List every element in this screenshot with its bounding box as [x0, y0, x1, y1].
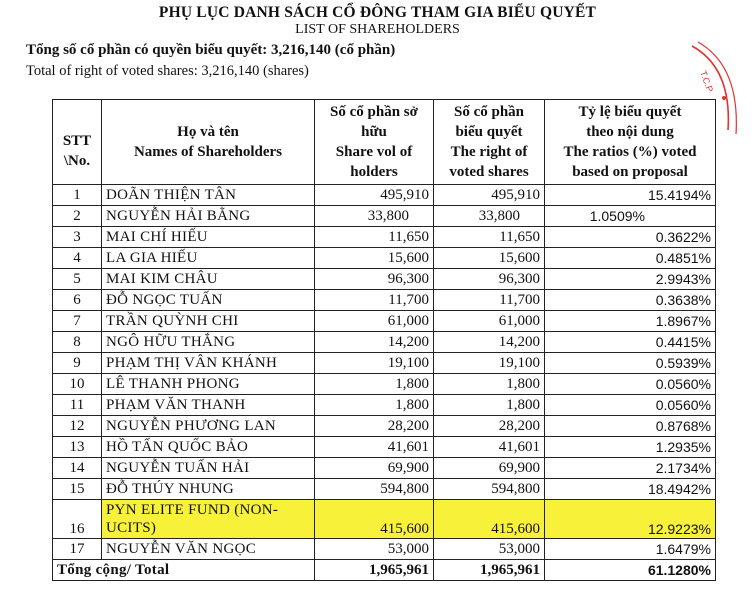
row-owned: 14,200 — [315, 332, 434, 353]
row-no: 11 — [53, 395, 102, 416]
row-ratio: 0.4851% — [545, 248, 716, 269]
row-ratio: 0.4415% — [545, 332, 716, 353]
row-ratio: 1.6479% — [545, 539, 716, 560]
table-row-highlighted — [53, 500, 716, 539]
row-no: 13 — [53, 437, 102, 458]
row-voted: 53,000 — [434, 539, 545, 560]
row-name: ĐỖ NGỌC TUẤN — [102, 290, 315, 311]
row-voted: 415,600 — [434, 500, 545, 539]
table-row — [53, 269, 716, 290]
column-header-stt: STT \No. — [53, 100, 102, 185]
table-row — [53, 374, 716, 395]
row-voted: 33,800 — [434, 206, 545, 227]
row-owned: 41,601 — [315, 437, 434, 458]
row-owned: 61,000 — [315, 311, 434, 332]
table-row — [53, 416, 716, 437]
row-owned: 33,800 — [315, 206, 434, 227]
row-name-line1: PYN ELITE FUND (NON- — [106, 502, 279, 518]
row-voted: 11,650 — [434, 227, 545, 248]
row-name: NGUYỄN PHƯƠNG LAN — [102, 416, 315, 437]
row-name-line2: UCITS) — [106, 520, 157, 536]
row-name: DOÃN THIỆN TÂN — [102, 185, 315, 206]
table-row — [53, 539, 716, 560]
row-name: NGÔ HỮU THẮNG — [102, 332, 315, 353]
row-voted: 11,700 — [434, 290, 545, 311]
table-row — [53, 311, 716, 332]
row-owned: 19,100 — [315, 353, 434, 374]
row-no: 15 — [53, 479, 102, 500]
row-voted: 69,900 — [434, 458, 545, 479]
row-no: 12 — [53, 416, 102, 437]
total-ratio: 61.1280% — [545, 560, 716, 581]
row-ratio: 15.4194% — [545, 185, 716, 206]
row-voted: 594,800 — [434, 479, 545, 500]
column-header-owned: Số cổ phần sở hữu Share vol of holders — [315, 100, 434, 185]
total-voting-shares-en: Total of right of voted shares: 3,216,140 (shares) — [26, 63, 309, 79]
table-row — [53, 458, 716, 479]
row-name — [102, 500, 315, 539]
row-no: 7 — [53, 311, 102, 332]
row-voted: 14,200 — [434, 332, 545, 353]
table-row — [53, 437, 716, 458]
table-row — [53, 479, 716, 500]
total-label: Tổng cộng/ Total — [53, 560, 315, 581]
row-no: 17 — [53, 539, 102, 560]
shareholder-table — [52, 99, 716, 581]
row-name: NGUYỄN HẢI BẰNG — [102, 206, 315, 227]
row-voted: 1,800 — [434, 374, 545, 395]
table-row — [53, 185, 716, 206]
row-ratio: 1.8967% — [545, 311, 716, 332]
table-row — [53, 395, 716, 416]
row-ratio: 0.0560% — [545, 374, 716, 395]
row-no: 16 — [53, 500, 102, 539]
row-name: PHẠM VĂN THANH — [102, 395, 315, 416]
row-ratio: 0.0560% — [545, 395, 716, 416]
row-voted: 495,910 — [434, 185, 545, 206]
row-ratio: 1.0509% — [545, 206, 716, 227]
row-name: MAI KIM CHÂU — [102, 269, 315, 290]
row-owned: 495,910 — [315, 185, 434, 206]
row-no: 4 — [53, 248, 102, 269]
row-name: MAI CHÍ HIẾU — [102, 227, 315, 248]
row-voted: 1,800 — [434, 395, 545, 416]
row-name: TRẦN QUỲNH CHI — [102, 311, 315, 332]
row-ratio: 2.9943% — [545, 269, 716, 290]
row-voted: 96,300 — [434, 269, 545, 290]
row-name: PHẠM THỊ VÂN KHÁNH — [102, 353, 315, 374]
total-row — [53, 560, 716, 581]
stamp-text: T.C.P — [698, 69, 716, 94]
row-ratio: 0.5939% — [545, 353, 716, 374]
table-header-row — [53, 100, 716, 185]
row-owned: 594,800 — [315, 479, 434, 500]
row-no: 10 — [53, 374, 102, 395]
table-row — [53, 290, 716, 311]
row-no: 14 — [53, 458, 102, 479]
row-owned: 11,700 — [315, 290, 434, 311]
row-ratio: 1.2935% — [545, 437, 716, 458]
row-owned: 15,600 — [315, 248, 434, 269]
row-ratio: 0.8768% — [545, 416, 716, 437]
column-header-voted: Số cổ phần biểu quyết The right of voted shares — [434, 100, 545, 185]
row-owned: 28,200 — [315, 416, 434, 437]
row-owned: 1,800 — [315, 374, 434, 395]
row-owned: 69,900 — [315, 458, 434, 479]
row-no: 8 — [53, 332, 102, 353]
row-ratio: 18.4942% — [545, 479, 716, 500]
row-ratio: 12.9223% — [545, 500, 716, 539]
document-title: PHỤ LỤC DANH SÁCH CỔ ĐÔNG THAM GIA BIỂU QUYẾT — [158, 4, 597, 21]
row-owned: 53,000 — [315, 539, 434, 560]
row-name: NGUYỄN TUẤN HẢI — [102, 458, 315, 479]
row-name: LÊ THANH PHONG — [102, 374, 315, 395]
row-ratio: 0.3638% — [545, 290, 716, 311]
row-owned: 1,800 — [315, 395, 434, 416]
row-no: 3 — [53, 227, 102, 248]
total-owned: 1,965,961 — [315, 560, 434, 581]
table-row — [53, 353, 716, 374]
row-voted: 19,100 — [434, 353, 545, 374]
total-voting-shares-vi: Tổng số cổ phần có quyền biểu quyết: 3,216,140 (cổ phần) — [26, 42, 396, 58]
table-row — [53, 227, 716, 248]
column-header-ratio: Tỷ lệ biểu quyết theo nội dung The ratios (%) voted based on proposal — [545, 100, 716, 185]
row-no: 2 — [53, 206, 102, 227]
row-no: 5 — [53, 269, 102, 290]
total-voted: 1,965,961 — [434, 560, 545, 581]
row-ratio: 0.3622% — [545, 227, 716, 248]
table-row — [53, 332, 716, 353]
row-no: 1 — [53, 185, 102, 206]
row-voted: 41,601 — [434, 437, 545, 458]
row-no: 9 — [53, 353, 102, 374]
row-owned: 96,300 — [315, 269, 434, 290]
row-name: NGUYỄN VĂN NGỌC — [102, 539, 315, 560]
row-name: LA GIA HIẾU — [102, 248, 315, 269]
row-voted: 28,200 — [434, 416, 545, 437]
column-header-name: Họ và tên Names of Shareholders — [102, 100, 315, 185]
table-row — [53, 248, 716, 269]
table-row — [53, 206, 716, 227]
row-owned: 415,600 — [315, 500, 434, 539]
row-voted: 15,600 — [434, 248, 545, 269]
document-subtitle: LIST OF SHAREHOLDERS — [295, 22, 460, 37]
row-ratio: 2.1734% — [545, 458, 716, 479]
row-owned: 11,650 — [315, 227, 434, 248]
row-voted: 61,000 — [434, 311, 545, 332]
row-name: ĐỖ THÚY NHUNG — [102, 479, 315, 500]
row-no: 6 — [53, 290, 102, 311]
row-name: HỒ TẤN QUỐC BẢO — [102, 437, 315, 458]
